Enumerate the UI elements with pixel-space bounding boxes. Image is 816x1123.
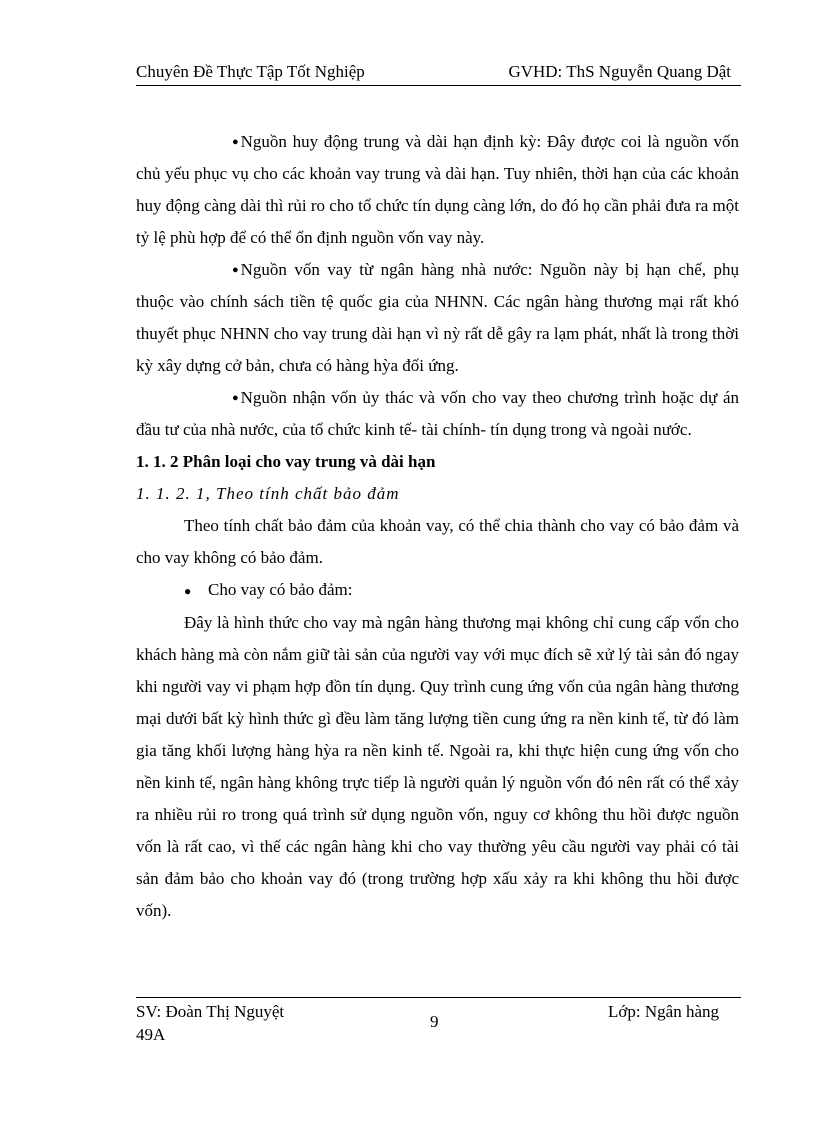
paragraph-secured-loan: Đây là hình thức cho vay mà ngân hàng thương mại không chỉ cung cấp vốn cho khách hàng mà còn nắm giữ tài sản của người vay với mục đích sẽ xử lý tài sản đó ngay khi người vay vi phạm hợp đồn tín dụng. Quy trình cung ứng vốn của ngân hàng thương mại dưới bất kỳ hình thức gì đều làm tăng lượng tiền cung ứng ra nền kinh tế, từ đó làm gia tăng khối lượng hàng hỳa ra nền kinh tế. Ngoài ra, khi thực hiện cung ứng vốn cho nền kinh tế, ngân hàng không trực tiếp là người quản lý nguồn vốn đó nên rất có thể xảy ra nhiều rủi ro trong quá trình sử dụng nguồn vốn, nguy cơ không thu hồi được nguồn vốn là rất cao, vì thế các ngân hàng khi cho vay thường yêu cầu người vay phải có tài sản đảm bảo cho khoản vay đó (trong trường hợp xấu xảy ra khi không thu hồi được vốn). bbox=[136, 613, 739, 920]
header-title: Chuyên Đề Thực Tập Tốt Nghiệp bbox=[136, 62, 365, 81]
header-divider bbox=[136, 85, 741, 86]
paragraph-intro: Theo tính chất bảo đảm của khoản vay, có thể chia thành cho vay có bảo đảm và cho vay không có bảo đảm. bbox=[136, 516, 739, 567]
paragraph-text: Nguồn nhận vốn ủy thác và vốn cho vay theo chương trình hoặc dự án đầu tư của nhà nước, của tổ chức kinh tế- tài chính- tín dụng trong và ngoài nước. bbox=[136, 388, 739, 439]
paragraph-bullet-1 bbox=[136, 126, 739, 254]
subsection-heading: 1. 1. 2. 1, Theo tính chất bảo đảm bbox=[136, 484, 400, 503]
document-body bbox=[136, 126, 739, 927]
list-item bbox=[136, 574, 739, 607]
bullet-icon: ● bbox=[232, 264, 239, 276]
paragraph-bullet-3 bbox=[136, 382, 739, 446]
footer-student: SV: Đoàn Thị Nguyệt 49A bbox=[136, 1002, 285, 1044]
header-advisor: GVHD: ThS Nguyễn Quang Dật bbox=[508, 62, 731, 81]
bullet-icon: ● bbox=[232, 136, 239, 148]
paragraph-bullet-2 bbox=[136, 254, 739, 382]
footer-class: Lớp: Ngân hàng bbox=[608, 1002, 719, 1021]
footer-divider bbox=[136, 997, 741, 998]
paragraph-text: Nguồn huy động trung và dài hạn định kỳ: Đây được coi là nguồn vốn chủ yếu phục vụ cho các khoản vay trung và dài hạn. Tuy nhiên, thời hạn của các khoản huy động càng dài thì rủi ro cho tổ chức tín dụng càng lớn, do đó họ cần phải đưa ra một tỷ lệ phù hợp để có thể ổn định nguồn vốn vay này. bbox=[136, 132, 739, 247]
list-item-text: Cho vay có bảo đảm: bbox=[208, 580, 353, 599]
bullet-icon: ● bbox=[232, 392, 239, 404]
section-heading: 1. 1. 2 Phân loại cho vay trung và dài hạn bbox=[136, 452, 436, 471]
paragraph-text: Nguồn vốn vay từ ngân hàng nhà nước: Nguồn này bị hạn chế, phụ thuộc vào chính sách tiền tệ quốc gia của NHNN. Các ngân hàng thương mại rất khó thuyết phục NHNN cho vay trung dài hạn vì nỳ rất dễ gây ra lạm phát, nhất là trong thời kỳ xây dựng cở bản, chưa có hàng hỳa đối ứng. bbox=[136, 260, 739, 375]
bullet-icon: ● bbox=[184, 584, 192, 598]
page-number: 9 bbox=[430, 1012, 439, 1031]
page-header bbox=[136, 58, 741, 84]
